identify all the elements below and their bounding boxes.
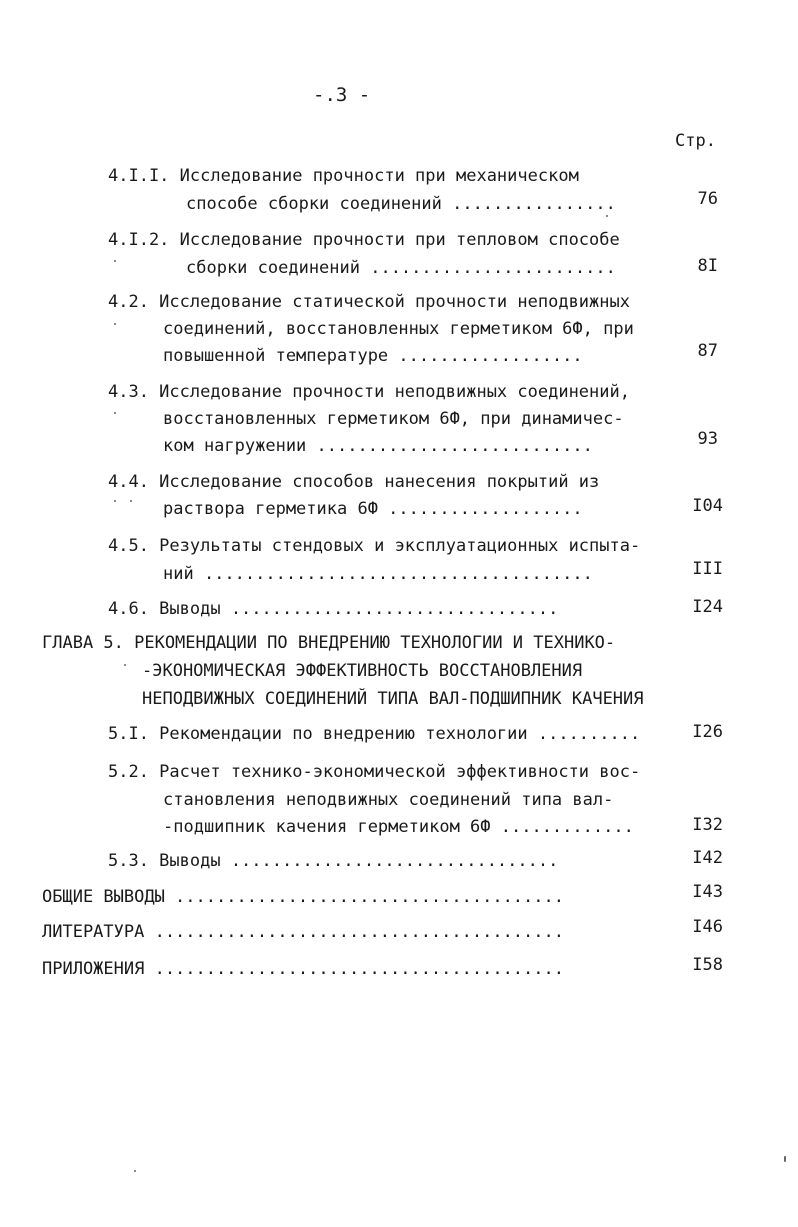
toc-page-number: I32 — [692, 815, 723, 835]
scan-speck — [124, 664, 126, 666]
toc-page-number: 8I — [697, 256, 718, 276]
toc-page-number: III — [692, 559, 723, 579]
toc-line: ОБЩИЕ ВЫВОДЫ ...................................... — [42, 887, 564, 907]
toc-page-number: I26 — [692, 722, 723, 742]
toc-line: становления неподвижных соединений типа вал- — [163, 790, 614, 810]
toc-line: 4.2. Исследование статической прочности неподвижных — [108, 292, 630, 312]
scan-speck — [114, 500, 116, 502]
toc-line: ПРИЛОЖЕНИЯ ........................................ — [42, 959, 564, 979]
toc-page-number: I46 — [692, 917, 723, 937]
toc-line: 4.I.I. Исследование прочности при механическом — [108, 166, 579, 186]
toc-line: -подшипник качения герметиком 6Ф ............. — [163, 817, 634, 837]
toc-line: 4.5. Результаты стендовых и эксплуатационных испыта- — [108, 536, 641, 556]
toc-line: 4.3. Исследование прочности неподвижных соединений, — [108, 382, 630, 402]
page-number: -.3 - — [313, 84, 371, 106]
toc-line: ний ...................................... — [163, 564, 593, 584]
toc-page-number: I04 — [692, 496, 723, 516]
toc-line: ком нагружении ........................... — [163, 436, 593, 456]
toc-line: 5.2. Расчет технико-экономической эффективности вос- — [108, 762, 641, 782]
toc-line: восстановленных герметиком 6Ф, при динамичес- — [163, 409, 624, 429]
scan-speck — [784, 1156, 786, 1162]
chapter-heading-line: ГЛАВА 5. РЕКОМЕНДАЦИИ ПО ВНЕДРЕНИЮ ТЕХНОЛОГИИ И ТЕХНИКО- — [42, 633, 616, 653]
toc-line: 5.I. Рекомендации по внедрению технологии .......... — [108, 724, 641, 744]
toc-line: 4.I.2. Исследование прочности при тепловом способе — [108, 230, 620, 250]
scan-speck — [606, 215, 608, 217]
scan-speck — [114, 323, 116, 325]
toc-page-number: 87 — [697, 341, 718, 361]
toc-page-number: 76 — [697, 189, 718, 209]
toc-page-number: I24 — [692, 597, 723, 617]
toc-line: повышенной температуре .................. — [163, 346, 583, 366]
toc-line: 5.3. Выводы ................................ — [108, 851, 559, 871]
toc-line: 4.6. Выводы ................................ — [108, 599, 559, 619]
toc-line: 4.4. Исследование способов нанесения покрытий из — [108, 472, 600, 492]
toc-page-number: 93 — [697, 429, 718, 449]
page-column-label: Стр. — [675, 131, 716, 151]
scan-speck — [114, 260, 116, 262]
chapter-heading-line: НЕПОДВИЖНЫХ СОЕДИНЕНИЙ ТИПА ВАЛ-ПОДШИПНИК КАЧЕНИЯ — [142, 689, 644, 709]
scan-speck — [114, 412, 116, 414]
toc-line: соединений, восстановленных герметиком 6Ф, при — [163, 319, 634, 339]
toc-line: ЛИТЕРАТУРА ........................................ — [42, 922, 564, 942]
toc-page-number: I43 — [692, 882, 723, 902]
toc-line: сборки соединений ........................ — [186, 258, 616, 278]
scan-speck — [134, 1170, 136, 1172]
toc-page-number: I58 — [692, 955, 723, 975]
toc-page-number: I42 — [692, 848, 723, 868]
scan-speck — [130, 500, 132, 502]
chapter-heading-line: -ЭКОНОМИЧЕСКАЯ ЭФФЕКТИВНОСТЬ ВОССТАНОВЛЕНИЯ — [142, 661, 583, 681]
toc-line: раствора герметика 6Ф ................... — [163, 499, 583, 519]
toc-line: способе сборки соединений ................ — [186, 194, 616, 214]
